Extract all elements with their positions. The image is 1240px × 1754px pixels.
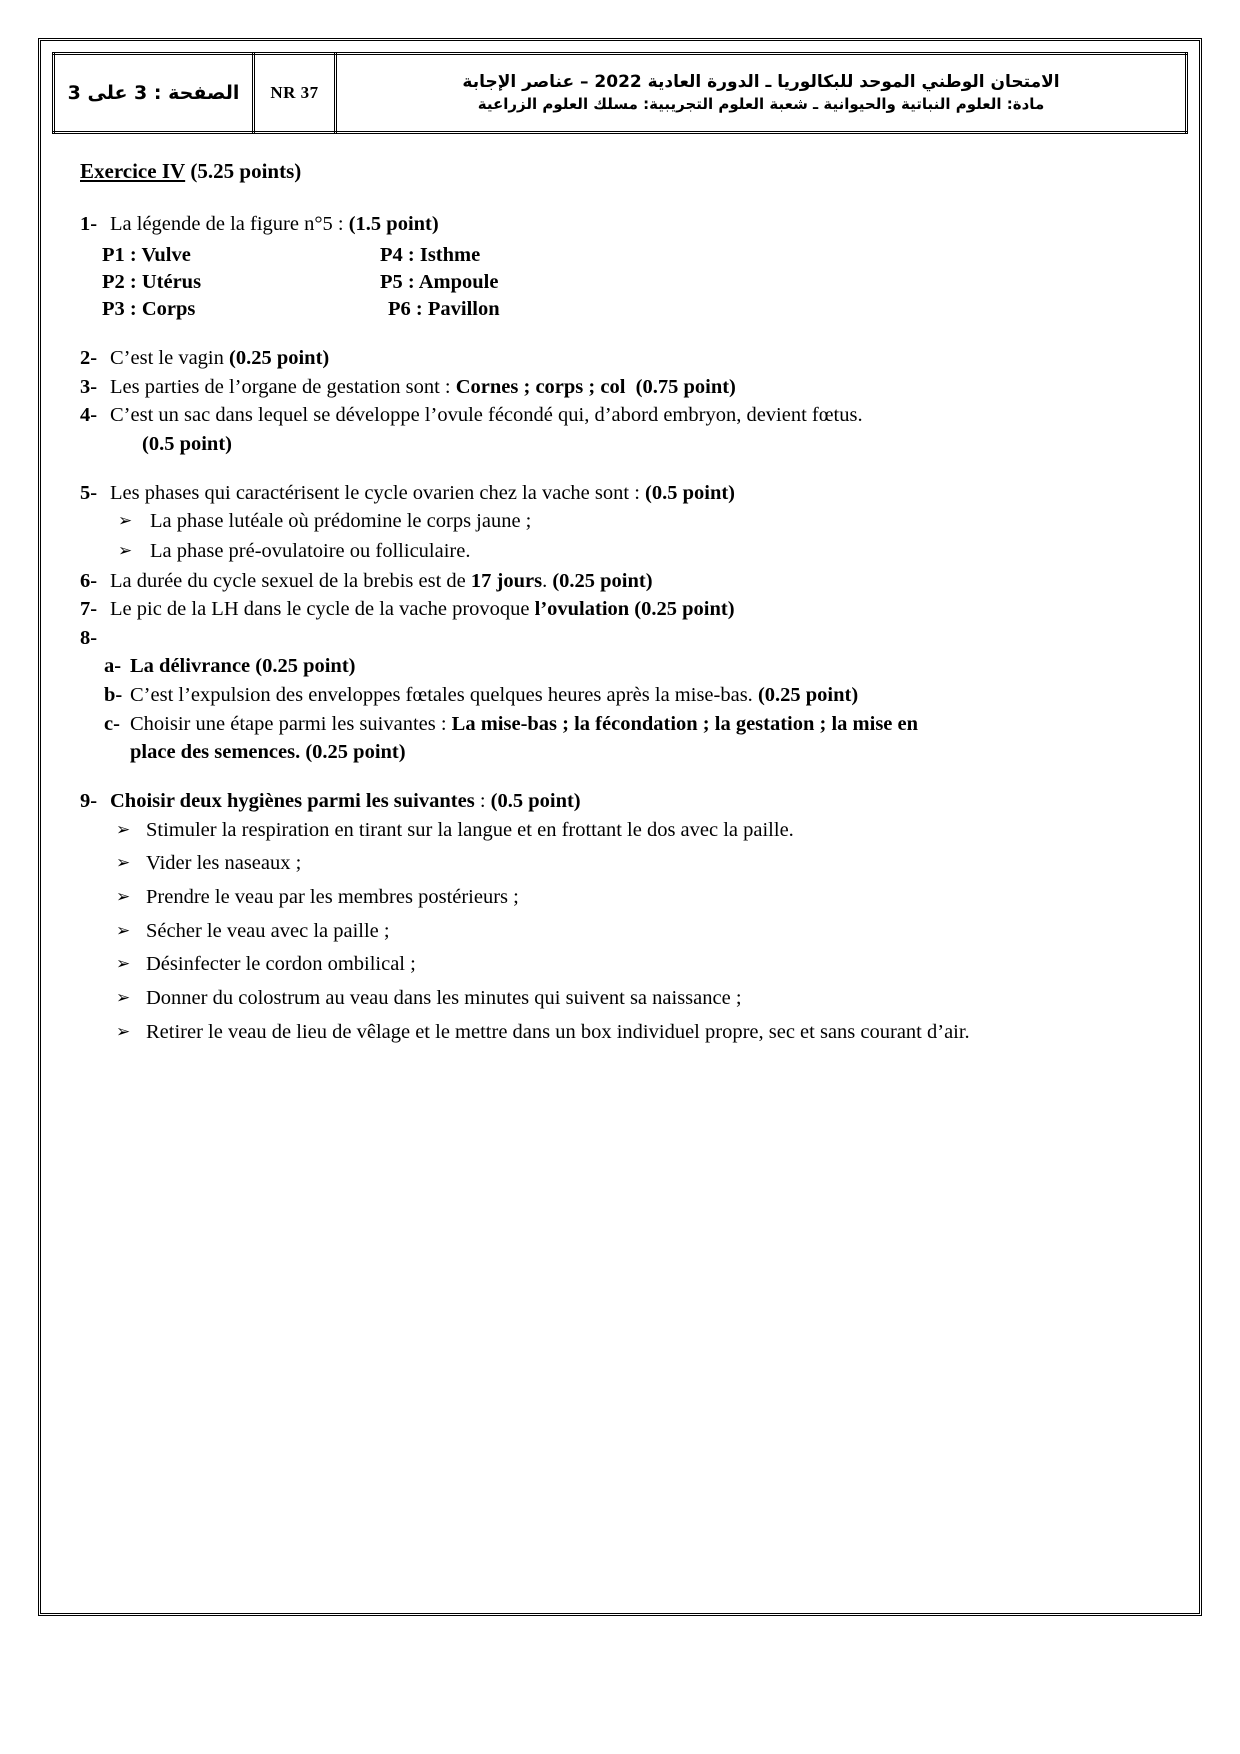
answer-text-6: [110, 568, 1140, 595]
answer-item-9: [80, 788, 1140, 815]
list-item: [116, 817, 1140, 844]
answer-item-8: [80, 625, 1140, 652]
legend-label-p5: P5 : Ampoule: [380, 270, 499, 293]
arrow-bullet-icon: ➢: [116, 1021, 131, 1042]
answer-9-statement: Choisir deux hygiènes parmi les suivantes: [110, 790, 475, 813]
arrow-bullet-icon: ➢: [116, 819, 131, 840]
answer-text-7: [110, 596, 1140, 623]
answer-9-bullet-text: Sécher le veau avec la paille ;: [146, 919, 390, 942]
answer-7-statement: Le pic de la LH dans le cycle de la vache provoque: [110, 598, 535, 621]
list-item: [118, 508, 1140, 535]
answer-7-keyword-points: l’ovulation (0.25 point): [534, 598, 735, 621]
exam-header-table: [52, 52, 1188, 134]
answer-3-keyword: Cornes ; corps ; col: [455, 375, 626, 398]
answer-9-bullet-text: Stimuler la respiration en tirant sur la langue et en frottant le dos avec la paille.: [146, 818, 794, 841]
exercise-points: (5.25 points): [190, 159, 302, 183]
answer-5-bullet-text: La phase lutéale où prédomine le corps jaune ;: [150, 510, 532, 533]
answer-5-bullet-text: La phase pré-ovulatoire ou folliculaire.: [150, 539, 471, 562]
answer-9-bullet-list: [80, 817, 1140, 1045]
arrow-bullet-icon: ➢: [116, 886, 131, 907]
answer-6-statement-tail: .: [542, 569, 553, 592]
answer-4-points-line: [80, 431, 1140, 458]
sub-text-b: [130, 682, 1140, 709]
answer-text-4: [110, 402, 1140, 429]
answer-9-bullet-text: Retirer le veau de lieu de vêlage et le mettre dans un box individuel propre, sec et sans courant d’air.: [146, 1020, 970, 1043]
legend-label-p2: P2 : Utérus: [102, 270, 202, 293]
arrow-bullet-icon: ➢: [116, 987, 131, 1008]
answer-9-bullet-text: Désinfecter le cordon ombilical ;: [146, 953, 416, 976]
answer-4-points: (0.5 point): [142, 433, 232, 455]
legend-label-p6: P6 : Pavillon: [388, 298, 500, 321]
answer-number-1: 1-: [80, 213, 98, 236]
exercise-title: Exercice IV: [80, 159, 186, 183]
answer-item-6: [80, 568, 1140, 595]
answer-8c-options-line2: place des semences. (0.25 point): [130, 741, 406, 764]
arrow-bullet-icon: ➢: [116, 954, 131, 975]
answer-text-1: [110, 211, 1140, 238]
answer-item-3: [80, 374, 1140, 401]
sub-text-c: [130, 711, 1140, 738]
answer-item-1: [80, 211, 1140, 238]
list-item: [116, 850, 1140, 877]
answer-8a-text: La délivrance (0.25 point): [130, 655, 356, 678]
legend-row: [102, 242, 1140, 269]
answer-6-points: (0.25 point): [552, 569, 653, 592]
answer-text-2: [110, 345, 1140, 372]
answer-5-statement: Les phases qui caractérisent le cycle ovarien chez la vache sont :: [110, 481, 646, 504]
arrow-bullet-icon: ➢: [116, 920, 131, 941]
answer-text-5: [110, 480, 1140, 507]
arrow-bullet-icon: ➢: [118, 511, 133, 532]
legend-label-p4: P4 : Isthme: [380, 243, 481, 266]
sub-text-a: [130, 653, 1140, 680]
answer-8-sub-a: [104, 653, 1140, 680]
sub-label-c: c-: [104, 712, 120, 735]
list-item: [116, 918, 1140, 945]
legend-label-p3: P3 : Corps: [102, 298, 196, 321]
answer-8-sub-c: [104, 711, 1140, 738]
answer-item-4: [80, 402, 1140, 429]
answer-8b-points: (0.25 point): [757, 684, 859, 707]
header-row: [54, 54, 1187, 133]
answer-sheet-content: [80, 158, 1140, 1052]
spacer: [80, 458, 1140, 480]
answer-number-5: 5-: [80, 481, 98, 504]
exam-title-line-1: الامتحان الوطني الموحد للبكالوريا ـ الدورة العادية 2022 – عناصر الإجابة: [462, 71, 1060, 92]
list-item: [118, 538, 1140, 565]
answer-3-statement: Les parties de l’organe de gestation sont :: [110, 375, 456, 398]
answer-2-statement: C’est le vagin: [110, 347, 229, 370]
list-item: [116, 1019, 1140, 1046]
page-number-cell: الصفحة : 3 على 3: [54, 54, 254, 133]
exam-title-line-2: مادة: العلوم النباتية والحيوانية ـ شعبة العلوم التجريبية: مسلك العلوم الزراعية: [477, 95, 1045, 114]
list-item: [116, 985, 1140, 1012]
legend-row: [102, 296, 1140, 323]
answer-8b-statement: C’est l’expulsion des enveloppes fœtales quelques heures après la mise-bas.: [130, 684, 758, 707]
answer-9-bullet-text: Donner du colostrum au veau dans les minutes qui suivent sa naissance ;: [146, 986, 742, 1009]
legend-label-p1: P1 : Vulve: [102, 243, 191, 266]
answer-9-bullet-text: Prendre le veau par les membres postérieurs ;: [146, 885, 519, 908]
answer-2-points: (0.25 point): [229, 347, 330, 370]
exam-code-cell: NR 37: [254, 54, 336, 133]
answer-5-points: (0.5 point): [645, 481, 736, 504]
answer-item-7: [80, 596, 1140, 623]
answer-6-keyword: 17 jours: [470, 569, 543, 592]
sub-label-a: a-: [104, 655, 122, 678]
answer-8-sub-b: [104, 682, 1140, 709]
exam-title-cell: [336, 54, 1187, 133]
spacer: [80, 323, 1140, 345]
figure-legend-list: [80, 242, 1140, 323]
answer-number-4: 4-: [80, 404, 98, 427]
list-item: [116, 884, 1140, 911]
answer-1-points: (1.5 point): [348, 213, 439, 236]
answer-3-points: (0.75 point): [635, 375, 736, 398]
answer-9-bullet-text: Vider les naseaux ;: [146, 852, 302, 875]
answer-number-7: 7-: [80, 598, 98, 621]
answer-number-6: 6-: [80, 569, 98, 592]
answer-text-9: [110, 788, 1140, 815]
answer-item-2: [80, 345, 1140, 372]
answer-8c-statement: Choisir une étape parmi les suivantes :: [130, 712, 452, 735]
legend-row: [102, 269, 1140, 296]
answer-6-statement: La durée du cycle sexuel de la brebis est de: [110, 569, 471, 592]
spacer: [80, 766, 1140, 788]
answer-5-bullet-list: [80, 508, 1140, 564]
answer-8-sub-list: [80, 653, 1140, 766]
sub-label-b: b-: [104, 684, 123, 707]
answer-number-3: 3-: [80, 375, 98, 398]
list-item: [116, 951, 1140, 978]
arrow-bullet-icon: ➢: [118, 540, 133, 561]
arrow-bullet-icon: ➢: [116, 853, 131, 874]
answer-9-points: (0.5 point): [490, 790, 581, 813]
answer-8c-options-line2-row: [104, 739, 1140, 766]
answer-number-9: 9-: [80, 790, 98, 813]
exercise-heading: [80, 158, 1140, 185]
answer-8c-options-line1: La mise-bas ; la fécondation ; la gestation ; la mise en: [451, 712, 919, 735]
answer-number-2: 2-: [80, 347, 98, 370]
answer-1-statement: La légende de la figure n°5 :: [110, 213, 349, 236]
answer-text-3: [110, 374, 1140, 401]
answer-9-colon: :: [474, 790, 491, 813]
answer-4-statement: C’est un sac dans lequel se développe l’ovule fécondé qui, d’abord embryon, devient fœtus.: [110, 404, 863, 427]
answer-item-5: [80, 480, 1140, 507]
answer-number-8: 8-: [80, 626, 98, 649]
